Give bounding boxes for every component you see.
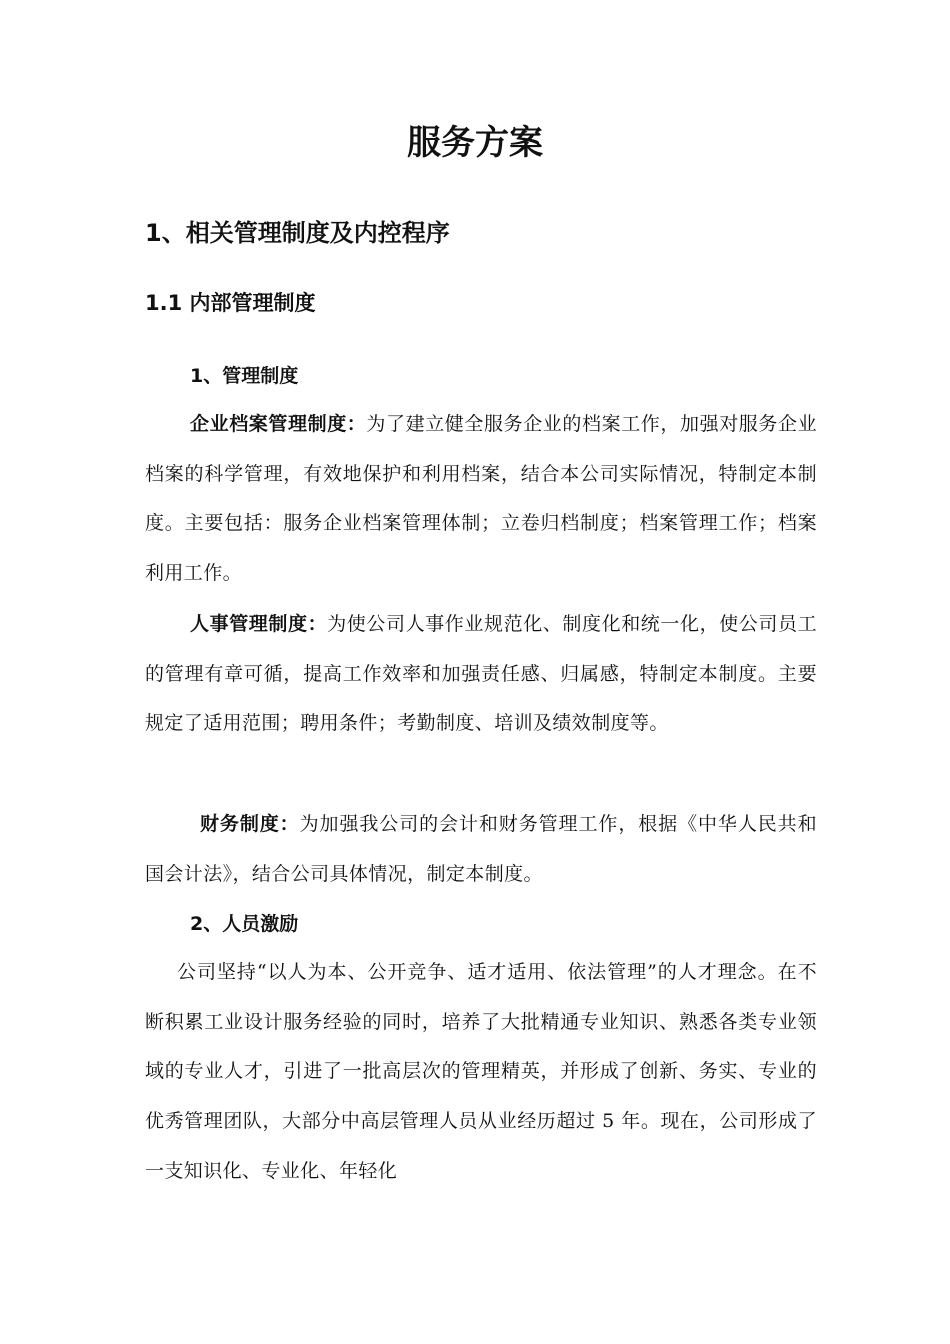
paragraph-text: 为使公司人事作业规范化、制度化和统一化，使公司员工的管理有章可循，提高工作效率和加强责任感、归属感，特制定本制度。主要规定了适用范围；聘用条件；考勤制度、培训及绩效制度等。	[145, 613, 817, 735]
paragraph-lead: 企业档案管理制度：	[190, 413, 367, 435]
paragraph-incentive: 公司坚持“以人为本、公开竞争、适才适用、依法管理”的人才理念。在不断积累工业设计服务经验的同时，培养了大批精通专业知识、熟悉各类专业领域的专业人才，引进了一批高层次的管理精英，并形成了创新、务实、专业的优秀管理团队，大部分中高层管理人员从业经历超过 5 年。现在，公司形成了一支知识化、专业化、年轻化	[145, 961, 817, 1182]
item-heading-management: 1、管理制度	[190, 365, 299, 387]
paragraph-hr-management	[145, 600, 817, 749]
paragraph-finance	[145, 800, 817, 899]
paragraph-text: 为了建立健全服务企业的档案工作，加强对服务企业档案的科学管理，有效地保护和利用档案，结合本公司实际情况，特制定本制度。主要包括：服务企业档案管理体制；立卷归档制度；档案管理工作；档案利用工作。	[145, 413, 817, 585]
section-heading: 1、相关管理制度及内控程序	[145, 219, 450, 247]
paragraph-lead: 人事管理制度：	[190, 613, 328, 635]
paragraph-lead: 财务制度：	[200, 813, 300, 835]
subsection-heading: 1.1 内部管理制度	[145, 291, 316, 315]
document-title: 服务方案	[407, 123, 543, 163]
paragraph-text: 为加强我公司的会计和财务管理工作，根据《中华人民共和国会计法》，结合公司具体情况，制定本制度。	[145, 813, 817, 885]
paragraph-archive-management	[145, 400, 817, 599]
item-heading-incentive: 2、人员激励	[190, 913, 299, 935]
